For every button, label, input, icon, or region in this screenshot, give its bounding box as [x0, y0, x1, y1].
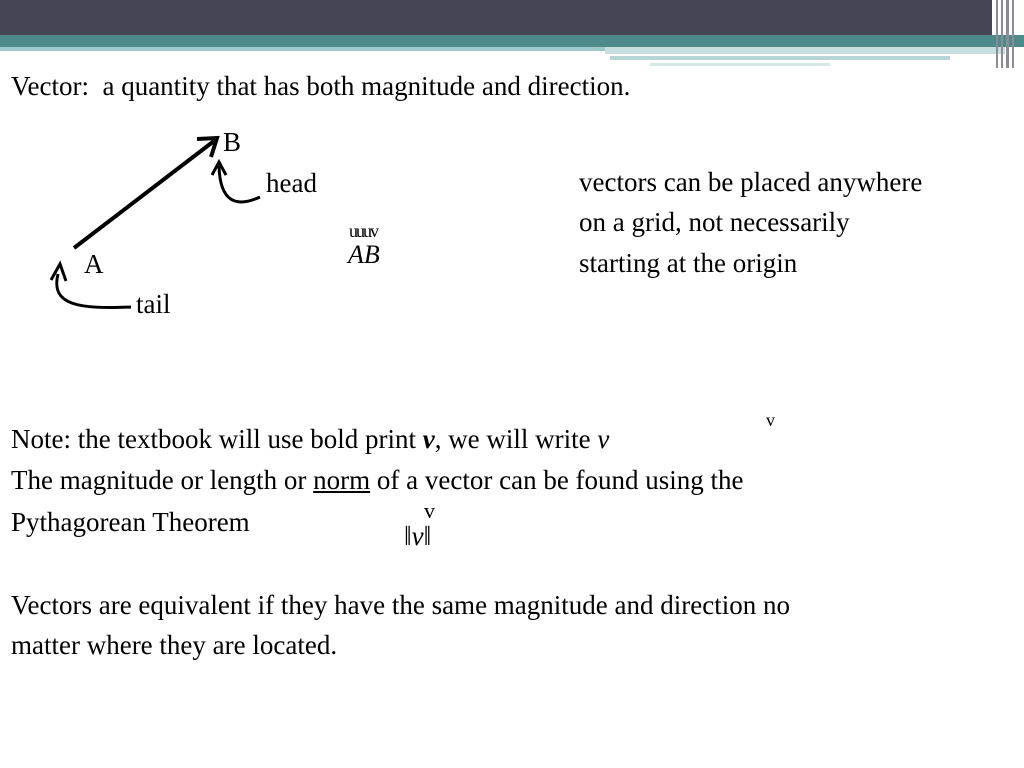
side-note-line: starting at the origin — [579, 248, 798, 278]
bold-v-symbol: v — [422, 424, 435, 454]
vector-arrow-line — [74, 141, 214, 248]
norm-notation: ‖v‖ — [404, 521, 432, 551]
point-a-label: A — [84, 249, 104, 279]
side-note-line: vectors can be placed anywhere — [579, 167, 923, 197]
magnitude-line — [11, 464, 744, 496]
norm-word: norm — [313, 465, 371, 495]
vector-notation-ab: AB — [348, 240, 380, 269]
notation-accent: uuuv — [349, 221, 377, 241]
note-middle: , we will write — [434, 424, 598, 454]
head-label: head — [266, 168, 317, 198]
equivalence-line: matter where they are located. — [11, 630, 338, 660]
note-line — [11, 423, 609, 455]
point-b-label: B — [223, 127, 242, 157]
note-accent: v — [766, 410, 775, 430]
magnitude-prefix: The magnitude or length or — [11, 465, 314, 495]
magnitude-suffix: of a vector can be found using the — [370, 465, 744, 495]
magnitude-line-2: Pythagorean Theorem — [11, 507, 250, 537]
definition-label: Vector: — [11, 71, 89, 101]
tail-label: tail — [136, 289, 171, 319]
note-prefix: Note: the textbook will use bold print — [11, 424, 423, 454]
definition-text: a quantity that has both magnitude and direction. — [102, 71, 631, 101]
arrow-v-symbol: v — [597, 424, 610, 454]
side-note-line: on a grid, not necessarily — [579, 207, 850, 237]
equivalence-line: Vectors are equivalent if they have the same magnitude and direction no — [11, 590, 790, 620]
norm-accent: v — [424, 498, 435, 523]
